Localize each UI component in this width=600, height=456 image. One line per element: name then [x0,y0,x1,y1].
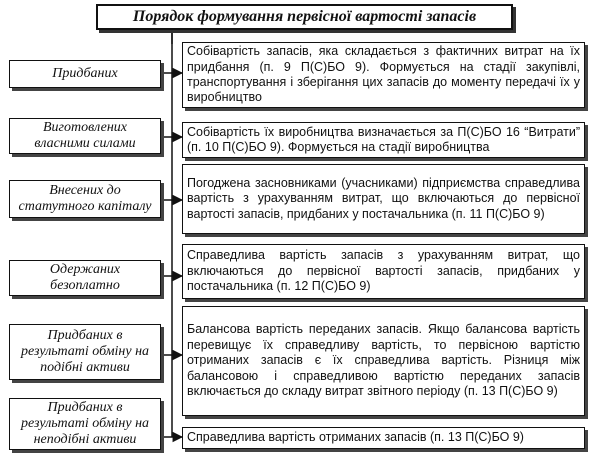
category-free-of-charge [9,260,161,296]
page-title: Порядок формування первісної вартості запасів [96,4,513,30]
category-label: Внесених до статутного капіталу [18,183,152,214]
category-exchange-dissimilar [9,398,161,450]
category-self-made [9,118,161,154]
category-label: Одержаних безоплатно [49,262,121,293]
description-text: Справедлива вартість отриманих запасів (п. 13 П(С)БО 9) [187,430,524,445]
description-purchased [182,42,585,108]
category-label: Виготовлених власними силами [34,120,136,151]
description-text: Справедлива вартість запасів з урахуванням витрат, що включаються до первісної вартості запасів, придбаних у постачальника (п. 12 П(С)БО 9) [187,248,580,294]
category-label: Придбаних [52,66,118,81]
category-label: Придбаних в результаті обміну на неподібні активи [20,400,150,447]
description-text: Собівартість запасів, яка складається з фактичних витрат на їх придбання (п. 9 П(С)БО 9). Формується на стадії закупівлі, транспортування і зберігання цих запасів до моменту передачі їх у виробництво [187,44,580,105]
description-exchange-dissimilar [182,427,585,449]
description-self-made [182,122,585,158]
description-contributed [182,164,585,234]
category-exchange-similar [9,324,161,380]
description-free-of-charge [182,244,585,299]
category-purchased [9,60,161,88]
description-text: Собівартість їх виробництва визначається за П(С)БО 16 “Витрати” (п. 10 П(С)БО 9). Формується на стадії виробництва [187,124,580,154]
category-label: Придбаних в результаті обміну на подібні активи [20,328,150,375]
description-text: Погоджена засновниками (учасниками) підприємства справедлива вартість з урахуванням витрат, що включаються до первісної вартості запасів, придбаних у постачальника (п. 11 П(С)БО 9) [187,175,580,221]
description-exchange-similar [182,306,585,416]
description-text: Балансова вартість переданих запасів. Якщо балансова вартість перевищує їх справедливу вартість, то первісною вартістю отриманих запасів є їх справедлива вартість. Різниця між балансовою і справедливою вартістю переданих запасів включається до складу витрат звітного періоду (п. 13 П(С)БО 9) [187,322,580,399]
category-contributed [9,180,161,218]
